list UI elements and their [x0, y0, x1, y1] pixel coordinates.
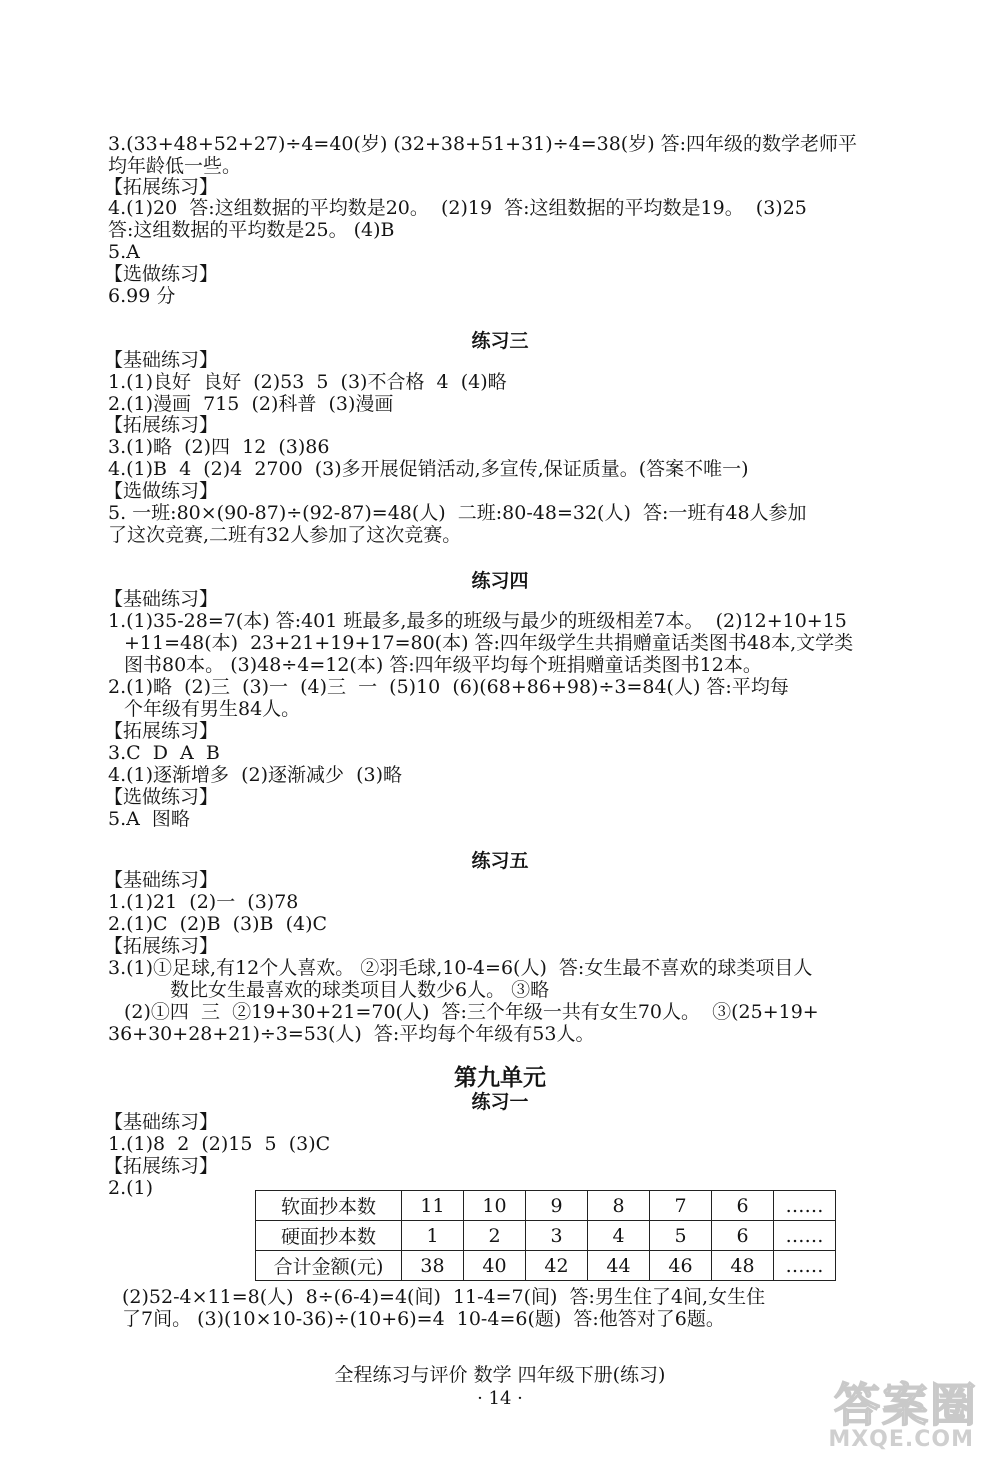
section-label: 【选做练习】: [104, 480, 219, 502]
section-label: 【拓展练习】: [104, 935, 219, 957]
section-label: 【拓展练习】: [104, 720, 219, 742]
table-cell: 9: [526, 1191, 588, 1221]
section-label: 【拓展练习】: [104, 1155, 219, 1177]
table-cell: 8: [588, 1191, 650, 1221]
section-label: 【基础练习】: [104, 869, 219, 891]
answer-line: 2.(1)C (2)B (3)B (4)C: [108, 913, 328, 935]
table-cell: 6: [712, 1191, 774, 1221]
answer-line: 图书80本。 (3)48÷4=12(本) 答:四年级平均每个班捐赠童话类图书12本。: [124, 654, 762, 676]
answer-line: 了这次竞赛,二班有32人参加了这次竞赛。: [108, 524, 462, 546]
table-cell: 38: [402, 1251, 464, 1281]
answer-line: 5.A 图略: [108, 808, 190, 830]
table-cell: 4: [588, 1221, 650, 1251]
table-row: [256, 1191, 836, 1221]
table-cell: ……: [774, 1251, 836, 1281]
answer-line: 36+30+28+21)÷3=53(人) 答:平均每个年级有53人。: [108, 1023, 595, 1045]
answer-line: +11=48(本) 23+21+19+17=80(本) 答:四年级学生共捐赠童话类图书48本,文学类: [124, 632, 854, 654]
table-cell: 7: [650, 1191, 712, 1221]
answer-line: 答:这组数据的平均数是25。 (4)B: [108, 219, 395, 241]
answer-line: 2.(1)漫画 715 (2)科普 (3)漫画: [108, 393, 394, 415]
answer-line: 3.C D A B: [108, 742, 220, 764]
row-header: 软面抄本数: [256, 1191, 402, 1221]
section-label: 【基础练习】: [104, 1111, 219, 1133]
table-cell: 1: [402, 1221, 464, 1251]
answer-line: 4.(1)逐渐增多 (2)逐渐减少 (3)略: [108, 764, 403, 786]
watermark: [810, 1378, 978, 1452]
unit-title: 第九单元: [454, 1064, 546, 1091]
answer-line: 4.(1)20 答:这组数据的平均数是20。 (2)19 答:这组数据的平均数是19。 (3)25: [108, 197, 807, 219]
answer-line: 2.(1)略 (2)三 (3)一 (4)三 一 (5)10 (6)(68+86+98)÷3=84(人) 答:平均每: [108, 676, 789, 698]
answer-line: 1.(1)8 2 (2)15 5 (3)C: [108, 1133, 331, 1155]
section-label: 【选做练习】: [104, 786, 219, 808]
row-header: 合计金额(元): [256, 1251, 402, 1281]
answer-line: 均年龄低一些。: [108, 155, 242, 177]
answer-line: 了7间。 (3)(10×10-36)÷(10+6)=4 10-4=6(题) 答:他答对了6题。: [122, 1308, 725, 1330]
answer-line: 3.(1)①足球,有12个人喜欢。 ②羽毛球,10-4=6(人) 答:女生最不喜欢的球类项目人: [108, 957, 813, 979]
table-cell: 6: [712, 1221, 774, 1251]
answer-line: 5. 一班:80×(90-87)÷(92-87)=48(人) 二班:80-48=32(人) 答:一班有48人参加: [108, 502, 807, 524]
answer-line: (2)①四 三 ②19+30+21=70(人) 答:三个年级一共有女生70人。 ③(25+19+: [124, 1001, 819, 1023]
answer-line: 3.(33+48+52+27)÷4=40(岁) (32+38+51+31)÷4=38(岁) 答:四年级的数学老师平: [108, 133, 858, 155]
table-cell: 42: [526, 1251, 588, 1281]
table-cell: 3: [526, 1221, 588, 1251]
table-cell: 48: [712, 1251, 774, 1281]
answer-line: 5.A: [108, 241, 140, 263]
table-cell: 10: [464, 1191, 526, 1221]
section-label: 【拓展练习】: [104, 176, 219, 198]
table-cell: 5: [650, 1221, 712, 1251]
answer-line: 3.(1)略 (2)四 12 (3)86: [108, 436, 330, 458]
answer-line: 2.(1): [108, 1177, 154, 1199]
table-cell: 44: [588, 1251, 650, 1281]
section-label: 【基础练习】: [104, 349, 219, 371]
section-label: 【选做练习】: [104, 263, 219, 285]
watermark-logo: 答案圈: [834, 1378, 978, 1432]
section-label: 【拓展练习】: [104, 414, 219, 436]
row-header: 硬面抄本数: [256, 1221, 402, 1251]
answer-line: 1.(1)35-28=7(本) 答:401 班最多,最多的班级与最少的班级相差7本。 (2)12+10+15: [108, 610, 847, 632]
page-number: · 14 ·: [477, 1388, 523, 1409]
table-cell: ……: [774, 1221, 836, 1251]
exercise-title: 练习一: [471, 1091, 529, 1113]
table-cell: ……: [774, 1191, 836, 1221]
table-cell: 2: [464, 1221, 526, 1251]
answer-line: 数比女生最喜欢的球类项目人数少6人。 ③略: [170, 979, 550, 1001]
book-footer: 全程练习与评价 数学 四年级下册(练习): [334, 1364, 666, 1386]
exercise-title: 练习四: [471, 570, 529, 592]
answer-line: 个年级有男生84人。: [124, 698, 301, 720]
answer-line: 6.99 分: [108, 285, 176, 307]
table-cell: 11: [402, 1191, 464, 1221]
answer-line: 1.(1)21 (2)一 (3)78: [108, 891, 299, 913]
exercise-title: 练习五: [471, 850, 529, 872]
table-cell: 40: [464, 1251, 526, 1281]
notebook-price-table: [255, 1190, 836, 1281]
answer-line: 1.(1)良好 良好 (2)53 5 (3)不合格 4 (4)略: [108, 371, 507, 393]
watermark-url: MXQE.COM: [828, 1427, 974, 1452]
table-cell: 46: [650, 1251, 712, 1281]
section-label: 【基础练习】: [104, 588, 219, 610]
table-row: [256, 1221, 836, 1251]
exercise-title: 练习三: [471, 330, 529, 352]
table-row: [256, 1251, 836, 1281]
answer-line: 4.(1)B 4 (2)4 2700 (3)多开展促销活动,多宣传,保证质量。(答案不唯一): [108, 458, 749, 480]
answer-line: (2)52-4×11=8(人) 8÷(6-4)=4(间) 11-4=7(间) 答:男生住了4间,女生住: [122, 1286, 766, 1308]
